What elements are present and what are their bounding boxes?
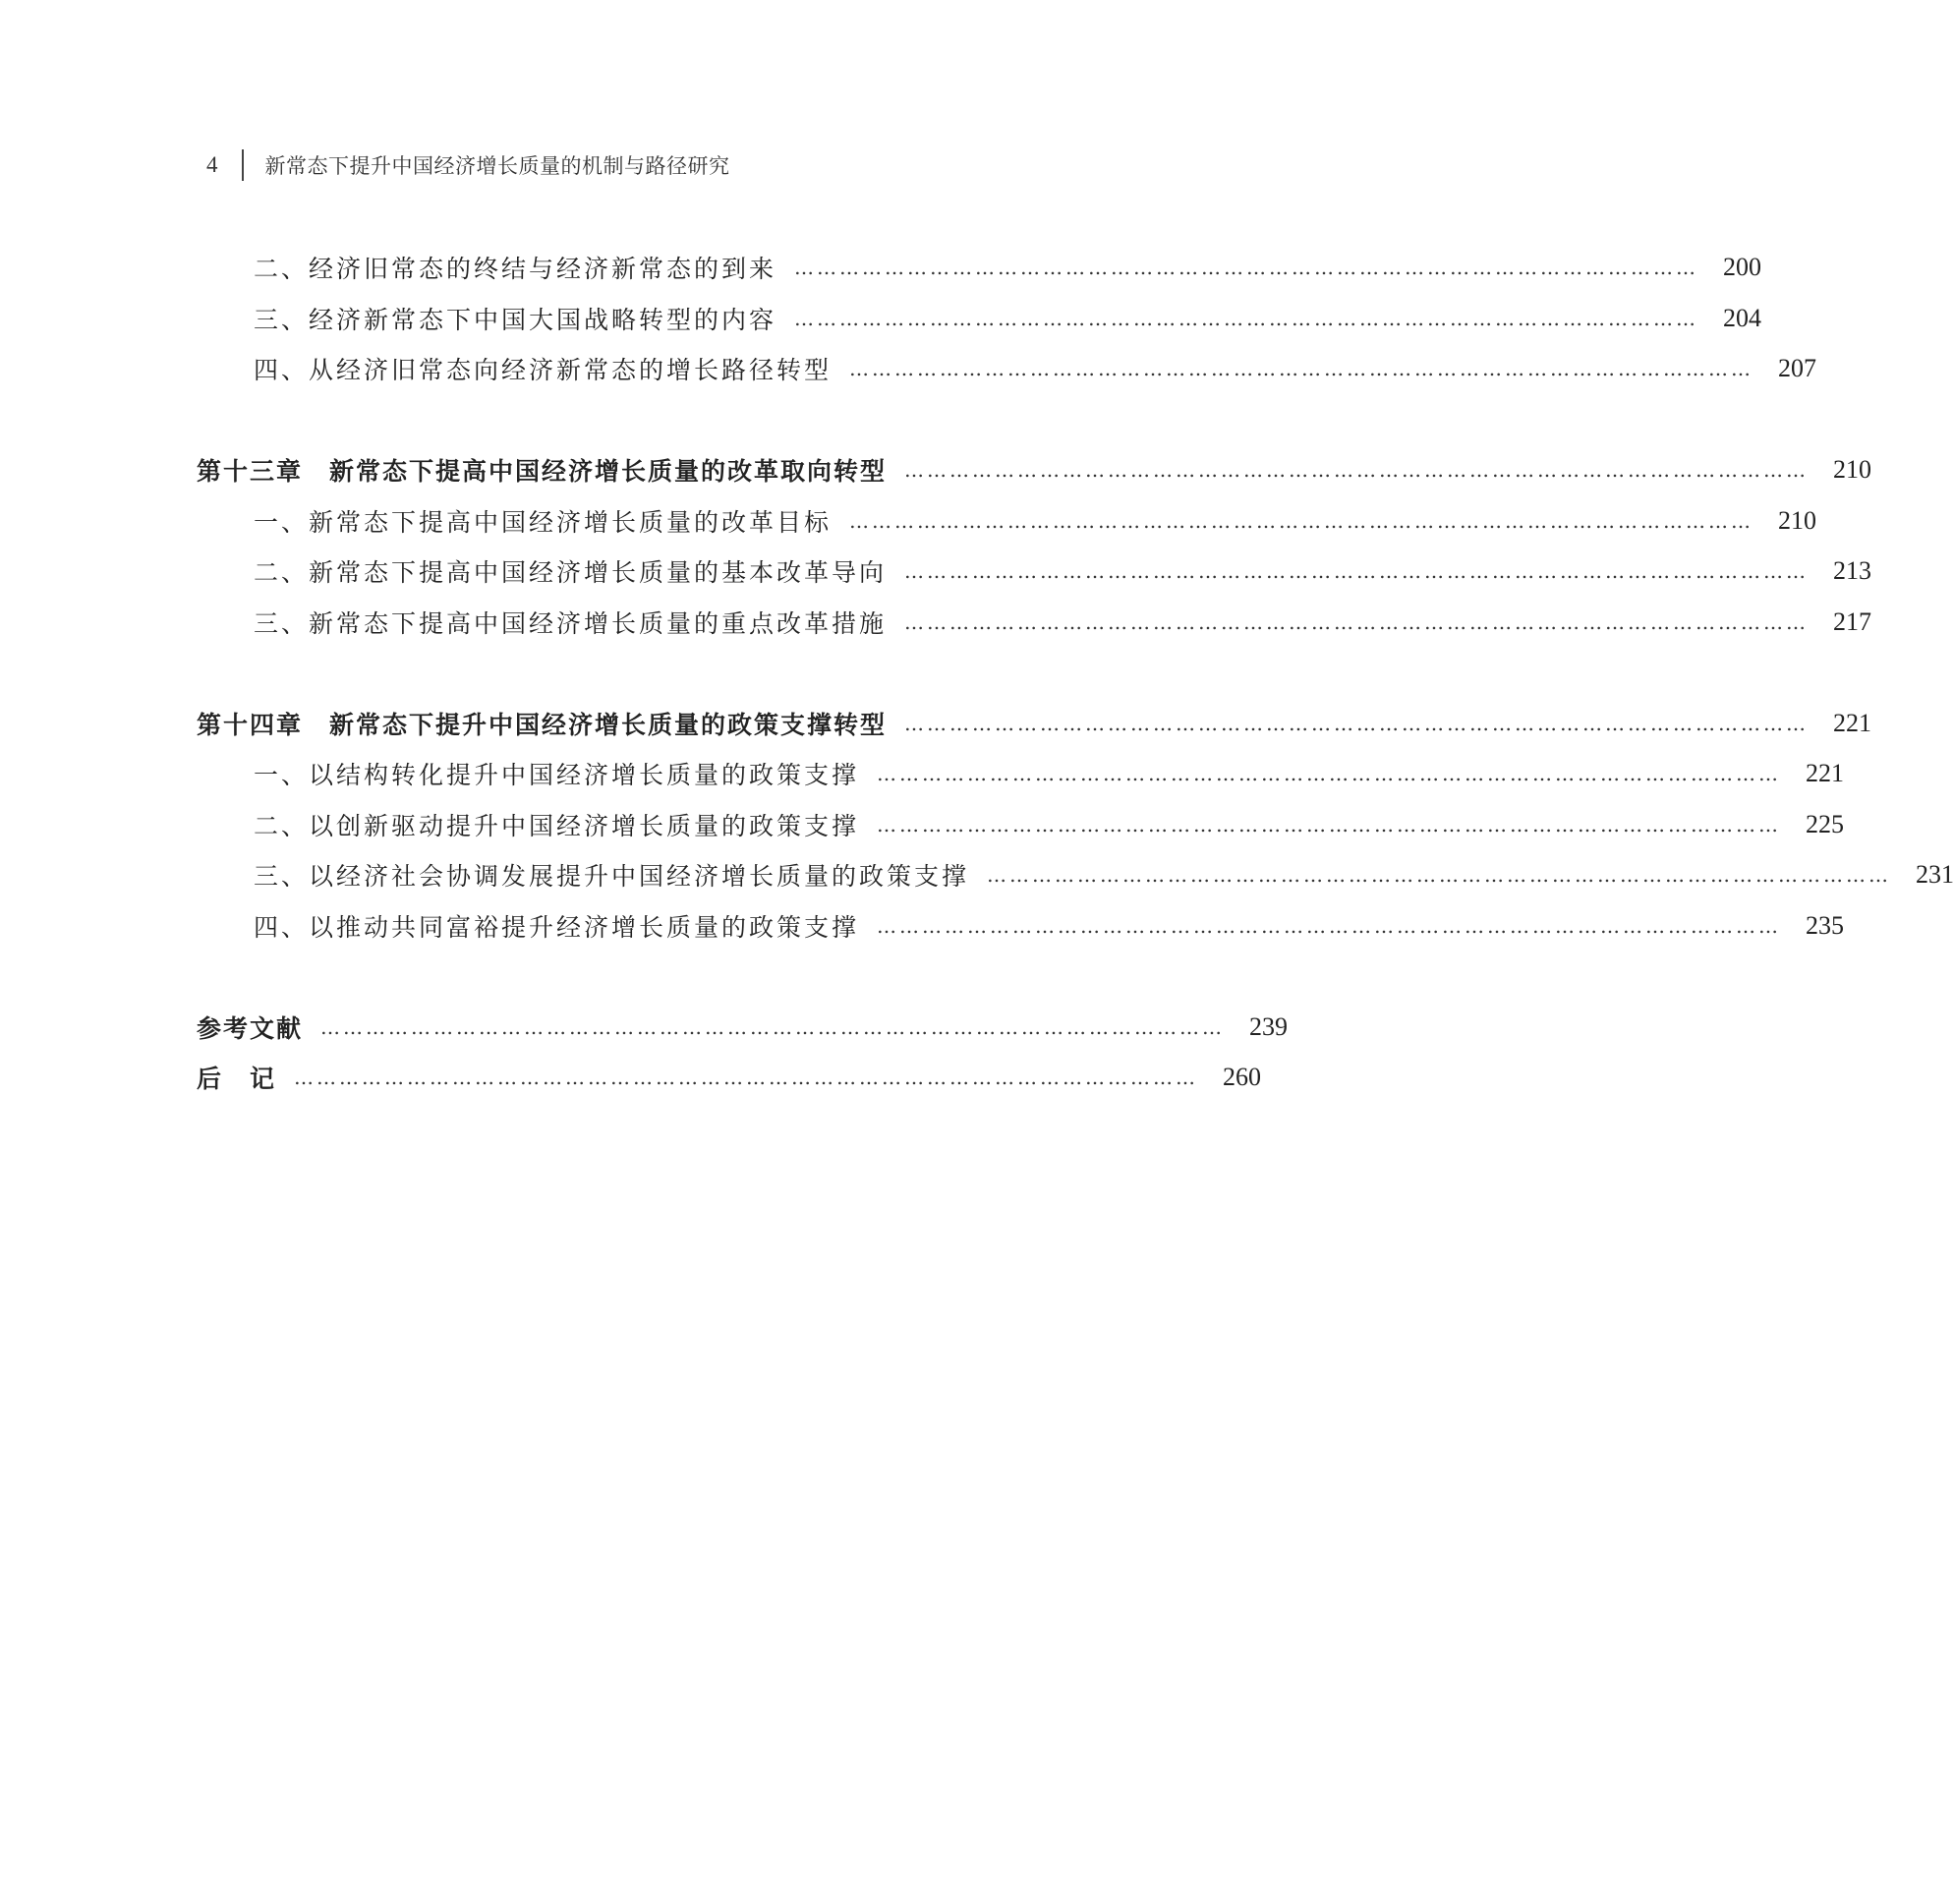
toc-entry[interactable] xyxy=(0,805,1845,844)
toc-entry[interactable] xyxy=(0,501,1817,541)
toc-entry-page: 213 xyxy=(1833,556,1872,585)
leader-dots: ………………………………………………………………………………………………………… xyxy=(904,559,1810,583)
toc-chapter-entry[interactable] xyxy=(0,1008,1362,1047)
toc-entry[interactable] xyxy=(0,299,1762,338)
leader-dots: ………………………………………………………………………………………………………… xyxy=(320,1015,1226,1039)
toc-entry-title: 三、以经济社会协调发展提升中国经济增长质量的政策支撑 xyxy=(254,862,970,891)
leader-dots: ………………………………………………………………………………………………………… xyxy=(904,610,1810,634)
page-number: 4 xyxy=(206,152,218,177)
toc-entry[interactable] xyxy=(0,754,1845,793)
toc-entry[interactable] xyxy=(0,906,1845,946)
toc-entry[interactable] xyxy=(0,855,1954,894)
toc-entry-page: 221 xyxy=(1833,709,1872,737)
toc-entry[interactable] xyxy=(0,349,1817,388)
toc-chapter-entry[interactable] xyxy=(0,704,1872,743)
toc-entry-page: 210 xyxy=(1833,455,1872,484)
toc-chapter-title: 第十三章 新常态下提高中国经济增长质量的改革取向转型 xyxy=(197,457,888,486)
leader-dots: ………………………………………………………………………………………………………… xyxy=(877,914,1782,938)
toc-entry-title: 二、新常态下提高中国经济增长质量的基本改革导向 xyxy=(254,558,888,587)
toc-entry[interactable] xyxy=(0,248,1762,287)
leader-dots: ………………………………………………………………………………………………………… xyxy=(904,458,1810,482)
toc-entry[interactable] xyxy=(0,551,1872,591)
leader-dots: ………………………………………………………………………………………………………… xyxy=(904,712,1810,735)
toc-entry-page: 210 xyxy=(1778,506,1817,535)
leader-dots: ………………………………………………………………………………………………………… xyxy=(877,813,1782,837)
toc-entry-page: 200 xyxy=(1723,253,1762,281)
toc-entry-page: 217 xyxy=(1833,607,1872,636)
toc-entry-title: 四、从经济旧常态向经济新常态的增长路径转型 xyxy=(254,356,833,384)
toc-entry[interactable] xyxy=(0,603,1872,642)
toc-entry-title: 三、新常态下提高中国经济增长质量的重点改革措施 xyxy=(254,609,888,638)
header-divider xyxy=(242,149,244,181)
toc-entry-title: 一、以结构转化提升中国经济增长质量的政策支撑 xyxy=(254,761,860,789)
toc-entry-title: 二、经济旧常态的终结与经济新常态的到来 xyxy=(254,255,777,283)
toc-chapter-title: 参考文献 xyxy=(197,1014,304,1043)
toc-entry-page: 260 xyxy=(1223,1063,1262,1091)
toc-entry-page: 239 xyxy=(1249,1012,1289,1041)
leader-dots: ………………………………………………………………………………………………………… xyxy=(987,863,1892,887)
toc-entry-title: 四、以推动共同富裕提升经济增长质量的政策支撑 xyxy=(254,913,860,942)
toc-entry-page: 221 xyxy=(1806,759,1845,787)
toc-entry-page: 207 xyxy=(1778,354,1817,382)
toc-entry-title: 二、以创新驱动提升中国经济增长质量的政策支撑 xyxy=(254,812,860,840)
leader-dots: ………………………………………………………………………………………………………… xyxy=(849,357,1754,380)
toc-entry-page: 235 xyxy=(1806,911,1845,940)
toc-entry-page: 231 xyxy=(1916,860,1954,889)
leader-dots: ………………………………………………………………………………………………………… xyxy=(849,509,1754,533)
toc-chapter-title: 后 记 xyxy=(197,1065,277,1093)
toc-chapter-entry[interactable] xyxy=(0,450,1872,490)
leader-dots: ………………………………………………………………………………………………………… xyxy=(294,1066,1199,1089)
running-header xyxy=(206,148,730,182)
toc-chapter-title: 第十四章 新常态下提升中国经济增长质量的政策支撑转型 xyxy=(197,711,888,739)
toc-chapter-entry[interactable] xyxy=(0,1058,1362,1097)
toc-entry-title: 一、新常态下提高中国经济增长质量的改革目标 xyxy=(254,508,833,537)
leader-dots: ………………………………………………………………………………………………………… xyxy=(794,256,1699,279)
toc-entry-page: 204 xyxy=(1723,304,1762,332)
book-title: 新常态下提升中国经济增长质量的机制与路径研究 xyxy=(264,154,730,178)
toc-entry-title: 三、经济新常态下中国大国战略转型的内容 xyxy=(254,306,777,334)
leader-dots: ………………………………………………………………………………………………………… xyxy=(794,307,1699,330)
leader-dots: ………………………………………………………………………………………………………… xyxy=(877,762,1782,785)
toc-entry-page: 225 xyxy=(1806,810,1845,838)
